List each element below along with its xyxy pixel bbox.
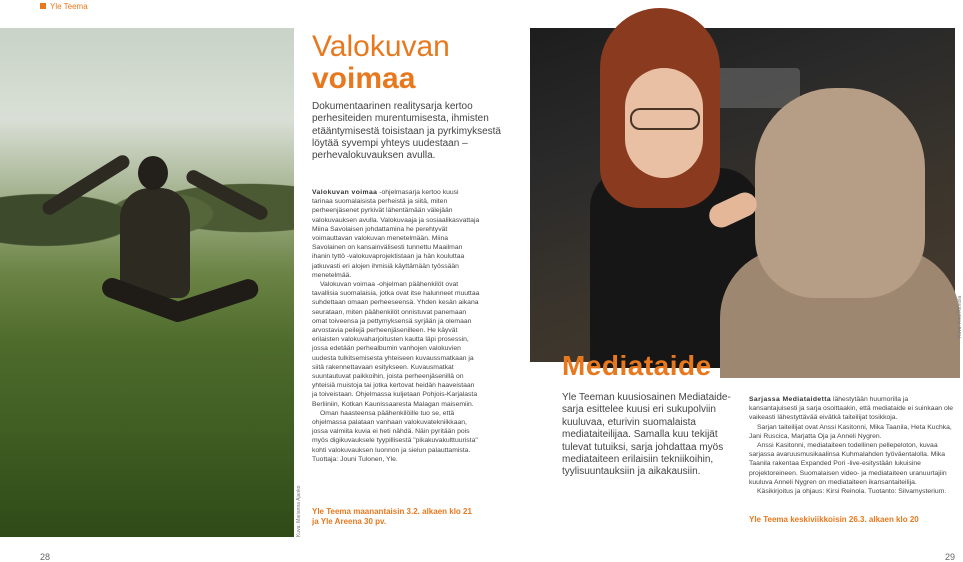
body-caps-lead: Valokuvan voimaa xyxy=(312,189,378,196)
article-body-mediataide xyxy=(749,395,957,496)
photo-figure-body xyxy=(120,188,190,298)
photo-credit-right: Kuva: Kirsi Reinola xyxy=(957,295,963,338)
article-lead-mediataide: Yle Teeman kuusiosainen Mediataide-sarja esittelee kuusi eri sukupolviin kuuluvaa, eturivin suomalaista mediataiteilijaa. Samalla kuu tekijät tulevat tutuiksi, sarja johdattaa myös mediataiteen erilaisiin tekniikoihin, tyylisuuntauksiin ja aikakausiin. xyxy=(562,392,731,478)
brand-logo-icon xyxy=(40,3,46,9)
body-paragraph: Käsikirjoitus ja ohjaus: Kirsi Reinola. Tuotanto: Silvamysterium. xyxy=(757,488,947,496)
photo-artist-glasses xyxy=(630,108,700,130)
title-line-1: Valokuvan xyxy=(312,30,450,63)
magazine-header xyxy=(40,0,88,12)
page-number-right: 29 xyxy=(945,552,956,562)
artist-sculpture-photo xyxy=(530,28,955,362)
body-paragraph xyxy=(312,188,480,280)
body-paragraph: Oman haasteensa päähenkilöille tuo se, että ohjelmassa palataan vanhaan valokuvatekniikkaan, jossa valmiita kuvia ei heti nähdä. Näin pyritään pois myös digikuvauksele tyypillisestä "pikakuvakulttuurista" kohti valokuvauksen luonnon ja sielun palauttamista. Tuottaja: Jouni Tulonen, Yle. xyxy=(312,409,478,463)
article-title-mediataide: Mediataide xyxy=(562,350,712,381)
broadcast-info: Yle Teema maanantaisin 3.2. alkaen klo 21 ja Yle Areena 30 pv. xyxy=(312,507,472,526)
photo-figure-head xyxy=(138,156,168,190)
title-line-2: voimaa xyxy=(312,62,416,95)
body-paragraph: Sarjan taiteilijat ovat Anssi Kasitonni, Mika Taanila, Heta Kuchka, Jani Ruscica, Marjatta Oja ja Anneli Nygren. xyxy=(749,423,952,440)
article-body xyxy=(312,188,480,464)
body-paragraph: Valokuvan voimaa -ohjelman päähenkilöt ovat tavallisia suomalaisia, jotka ovat itse halunneet muuttaa suhdettaan omaan perheeseensä. Yhden kesän aikana seurataan, miten päähenkilöt onnistuvat panemaan omat toiveensa ja pettymyksensä syrjään ja olemaan arvostavia peilejä perheenjäsenilleen. He käyvät erilaisten valokuvaharjoitusten kautta läpi prosessin, jossa edetään perhealbumin vanhojen valokuvien uudesta tulkitsemisesta yhteiseen kuvaussmatkaan ja siitä rakennettavaan esitykseen. Kuvausmatkat suuntautuvat paikkoihin, joista perheenjäsenillä on yhteisiä muistoja tai jotka kertovat heidän haaveistaan ja toiveistaan. Ohjelmassa kuljetaan Pohjois-Karjalasta Berliiniin, Kotkan Kaunissaaresta Malagan maisemiin. xyxy=(312,281,480,408)
body-paragraph-text: lähestytään huumorilla ja kansantajuisesti ja sarja osoittaakin, että mediataide ei suinkaan ole vaikeasti lähestyttävää eivätkä taiteilijat tosikkoja. xyxy=(749,396,954,422)
article-lead: Dokumentaarinen realitysarja kertoo perhesiteiden murentumisesta, ihmisten etääntymisestä toisistaan ja pyrkimyksestä löytää syvempi yhteys uudestaan – perhevalokuvauksen avulla. xyxy=(312,101,501,162)
body-paragraph-text: -ohjelmasarja kertoo kuusi tarinaa suomalaisista perheistä ja siitä, miten perheenjäsenet pyrkivät lähentämään välejään valokuvauksen avulla. Valokuvaaja ja sosiaalikasvattaja Miina Savolaisen johdattamina he perehtyvät voimauttavan valokuvan menetelmään. Miina Savolainen on kansainvälisesti tunnettu Maailman ihanin tyttö -valokuvaprojektistaan ja hän kouluttaa jatkuvasti eri alojen ihmisiä käyttämään työssään menetelmää. xyxy=(312,189,480,279)
article-title-valokuvan-voimaa xyxy=(312,32,512,94)
photo-bust-head xyxy=(755,88,925,298)
photo-credit-left: Kuva: Marianna Ajanko xyxy=(296,485,302,537)
body-caps-lead: Sarjassa Mediataidetta xyxy=(749,396,832,403)
jumping-man-photo xyxy=(0,28,294,537)
brand-name: Yle Teema xyxy=(50,1,88,11)
page-number-left: 28 xyxy=(40,552,51,562)
body-paragraph: Anssi Kasitonni, mediataiteen todellinen pellepeloton, kuvaa sarjassa avaruusmusikaalinsa Kuhmalahden työväentalolla. Mika Taanila rakentaa Expanded Pori -live-esitystään lukuisine projektoreineen. Suomalaisen video- ja mediataiteen uranuurtajiin kuuluva Anneli Nygren on mediataiteen ikansantaiteilija. xyxy=(749,442,947,486)
broadcast-info-mediataide: Yle Teema keskiviikkoisin 26.3. alkaen klo 20 xyxy=(749,515,919,524)
body-paragraph xyxy=(749,395,957,423)
